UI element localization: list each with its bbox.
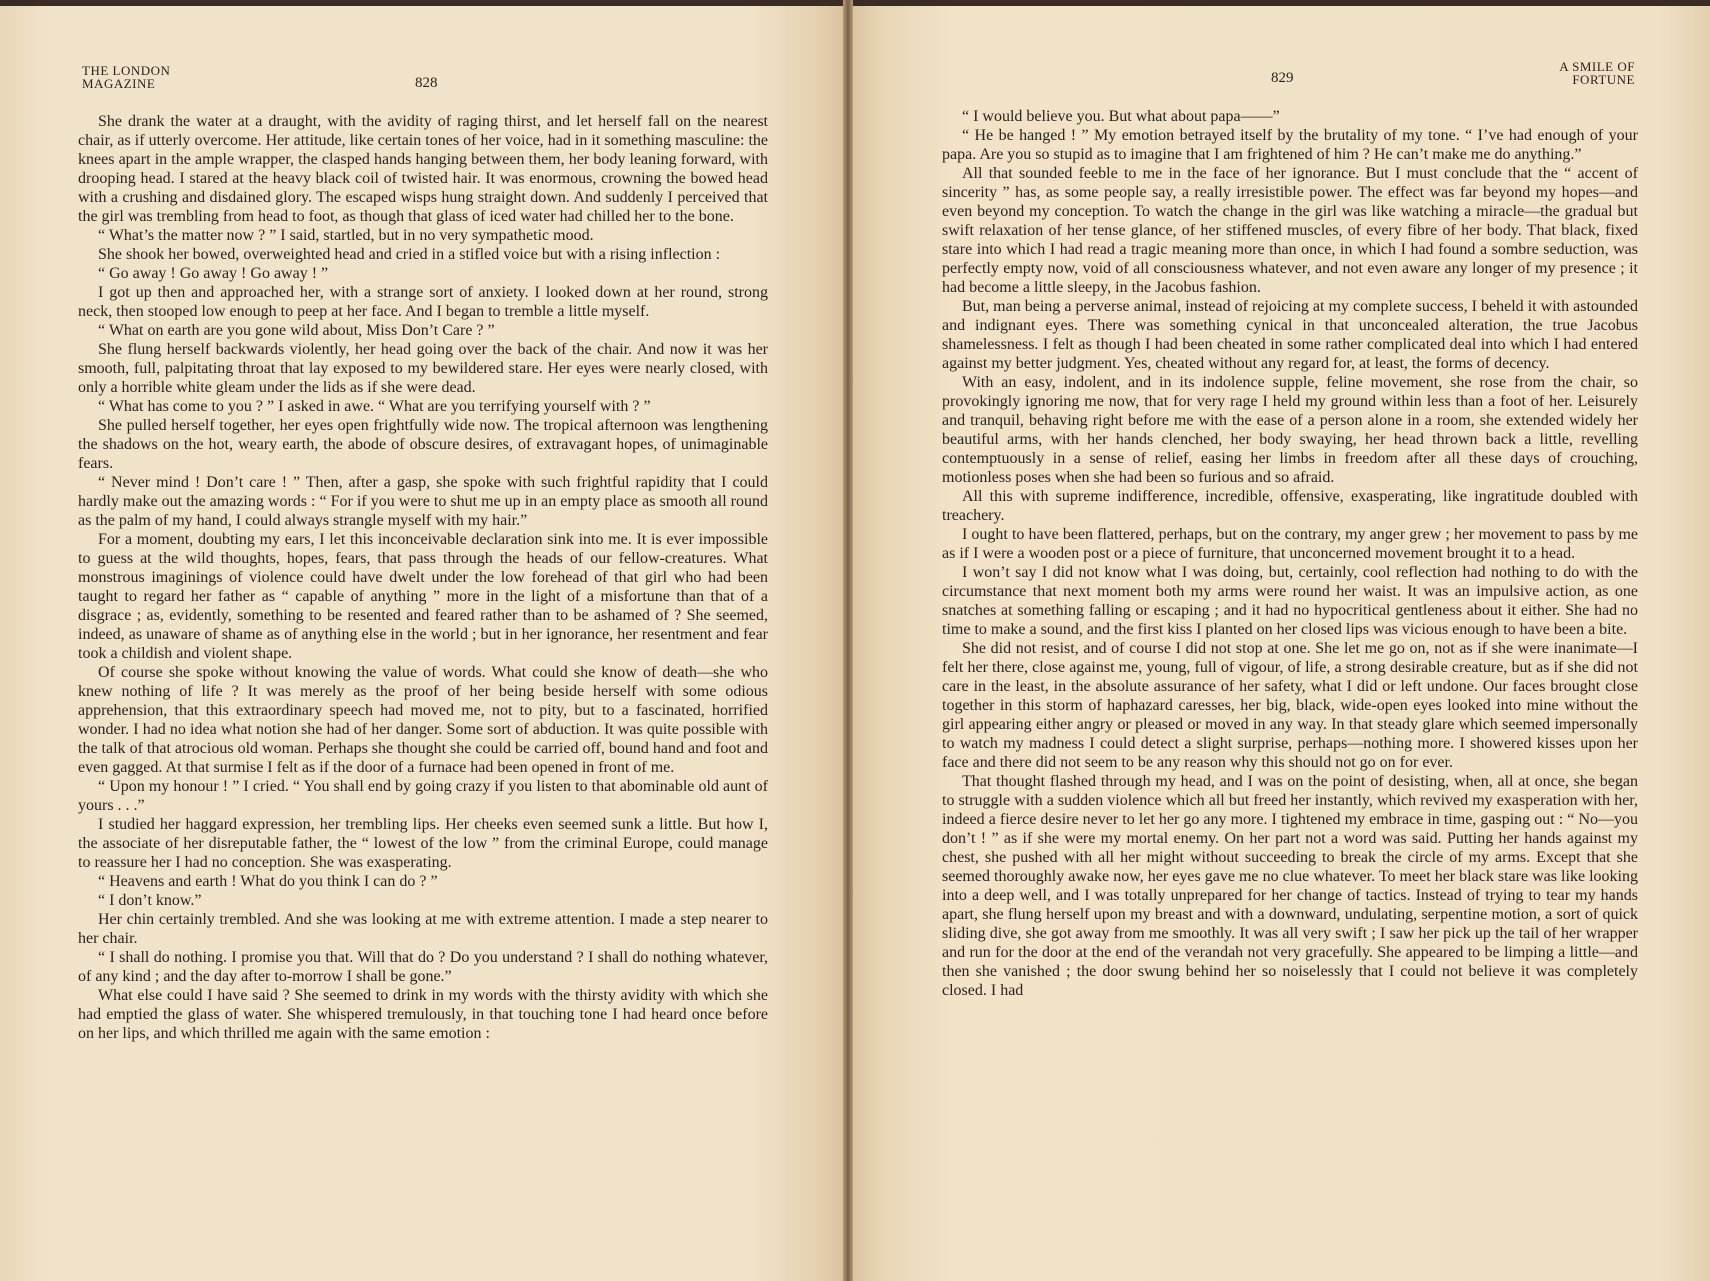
paragraph: She drank the water at a draught, with the avidity of raging thirst, and let herself fall on the nearest chair, as if utterly overcome. Her attitude, like certain tones of her voice, had in it something masculine: the knees apart in the ample wrapper, the clasped hands hanging between them, her body leaning forward, with drooping head. I stared at the heavy black coil of twisted hair. It was enormous, crowning the bowed head with a crushing and disdained glory. The escaped wisps hung straight down. And suddenly I perceived that the girl was trembling from head to foot, as though that glass of iced water had chilled her to the bone.: [78, 113, 768, 225]
book-gutter: [843, 0, 853, 1281]
paragraph: Of course she spoke without knowing the value of words. What could she know of death—she who knew nothing of life ? It was merely as the proof of her being beside herself with some odious apprehension, that this extraordinary speech had moved me, not to pity, but to a fascinated, horrified wonder. I had no idea what notion she had of her danger. Some sort of abduction. It was quite possible with the talk of that atrocious old woman. Perhaps she thought she could be carried off, bound hand and foot and even gagged. At that surmise I felt as if the door of a furnace had been opened in front of me.: [78, 664, 768, 776]
paragraph: Her chin certainly trembled. And she was looking at me with extreme attention. I made a step nearer to her chair.: [78, 911, 768, 947]
paragraph: “ Never mind ! Don’t care ! ” Then, after a gasp, she spoke with such frightful rapidity that I could hardly make out the amazing words : “ For if you were to shut me up in an empty place as smooth all round as the palm of my hand, I could always strangle myself with my hair.”: [78, 474, 768, 529]
running-head-right: [1559, 60, 1635, 86]
paragraph: What else could I have said ? She seemed to drink in my words with the thirsty avidity with which she had emptied the glass of water. She whispered tremulously, in that touching tone I had heard once before on her lips, and which thrilled me again with the same emotion :: [78, 987, 768, 1042]
right-page: [849, 6, 1710, 1281]
paragraph: But, man being a perverse animal, instead of rejoicing at my complete success, I beheld it with astounded and indignant eyes. There was something cynical in that unconcealed alteration, the true Jacobus shamelessness. I felt as though I had been cheated in some rather complicated deal into which I had entered against my better judgment. Yes, cheated without any regard for, at least, the forms of decency.: [942, 298, 1638, 372]
paragraph: “ He be hanged ! ” My emotion betrayed itself by the brutality of my tone. “ I’ve had enough of your papa. Are you so stupid as to imagine that I am frightened of him ? He can’t make me do anything.”: [942, 127, 1638, 163]
paragraph: “ I shall do nothing. I promise you that. Will that do ? Do you understand ? I shall do nothing whatever, of any kind ; and the day after to-morrow I shall be gone.”: [78, 949, 768, 985]
running-head-right-line2: FORTUNE: [1572, 72, 1635, 87]
paragraph: “ Go away ! Go away ! Go away ! ”: [98, 265, 329, 282]
paragraph: “ What on earth are you gone wild about, Miss Don’t Care ? ”: [98, 322, 495, 339]
paragraph: She shook her bowed, overweighted head and cried in a stifled voice but with a rising inflection :: [98, 246, 721, 263]
page-number-left: 828: [415, 75, 438, 91]
running-head-left-line1: THE LONDON: [82, 63, 171, 78]
paragraph: That thought flashed through my head, and I was on the point of desisting, when, all at once, she began to struggle with a sudden violence which all but freed her instantly, which revived my exasperation with her, indeed a fierce desire never to let her go any more. I tightened my embrace in time, gasping out : “ No—you don’t ! ” as if she were my mortal enemy. On her part not a word was said. Putting her hands against my chest, she pushed with all her might without succeeding to break the circle of my arms. Except that she seemed thoroughly awake now, her eyes gave me no clue whatever. To meet her black stare was like looking into a deep well, and I was totally unprepared for her change of tactics. Instead of trying to tear my hands apart, she flung herself upon my breast and with a downward, undulating, serpentine motion, a sort of quick sliding dive, she got away from me smoothly. It was all very swift ; I saw her pick up the tail of her wrapper and run for the door at the end of the verandah not very gracefully. She appeared to be limping a little—and then she vanished ; the door swung behind her so noiselessly that I could not believe it was completely closed. I had: [942, 773, 1638, 999]
running-head-left-line2: MAGAZINE: [82, 76, 156, 91]
paragraph: With an easy, indolent, and in its indolence supple, feline movement, she rose from the chair, so provokingly ignoring me now, that for very rage I held my ground within less than a foot of her. Leisurely and tranquil, behaving right before me with the ease of a person alone in a room, she extended widely her beautiful arms, with her hands clenched, her body swaying, her head thrown back a little, revelling contemptuously in a sense of relief, easing her limbs in freedom after all these days of crouching, motionless poses when she had been so furious and so afraid.: [942, 374, 1638, 486]
paragraph: I got up then and approached her, with a strange sort of anxiety. I looked down at her round, strong neck, then stooped low enough to peep at her face. And I began to tremble a little myself.: [78, 284, 768, 320]
paragraph: For a moment, doubting my ears, I let this inconceivable declaration sink into me. It is ever impossible to guess at the wild thoughts, hopes, fears, that pass through the heads of our fellow-creatures. What monstrous imaginings of violence could have dwelt under the low forehead of that girl who had been taught to regard her father as “ capable of anything ” more in the light of a misfortune than that of a disgrace ; as, evidently, something to be resented and feared rather than to be ashamed of ? She seemed, indeed, as unaware of shame as of anything else in the world ; but in her ignorance, her resentment and fear took a childish and violent shape.: [78, 531, 768, 662]
paragraph: “ Heavens and earth ! What do you think I can do ? ”: [98, 873, 438, 890]
paragraph: All that sounded feeble to me in the face of her ignorance. But I must conclude that the “ accent of sincerity ” has, as some people say, a really irresistible power. The effect was far beyond my hopes—and even beyond my conception. To watch the change in the girl was like watching a miracle—the gradual but swift relaxation of her tense glance, of her stiffened muscles, of every fibre of her body. That black, fixed stare into which I had read a tragic meaning more than once, in which I had found a sombre seduction, was perfectly empty now, void of all consciousness whatever, and not even aware any longer of my presence ; it had become a little sleepy, in the Jacobus fashion.: [942, 165, 1638, 296]
paragraph: “ What has come to you ? ” I asked in awe. “ What are you terrifying yourself with ? ”: [98, 398, 651, 415]
left-page: [0, 6, 847, 1281]
paragraph: All this with supreme indifference, incredible, offensive, exasperating, like ingratitude doubled with treachery.: [942, 488, 1638, 524]
paragraph: She flung herself backwards violently, her head going over the back of the chair. And now it was her smooth, full, palpitating throat that lay exposed to my bewildered stare. Her eyes were nearly closed, with only a horrible white gleam under the lids as if she were dead.: [78, 341, 768, 396]
running-head-left: [82, 64, 170, 90]
paragraph: “ I don’t know.”: [98, 892, 202, 909]
paragraph: I won’t say I did not know what I was doing, but, certainly, cool reflection had nothing to do with the circumstance that next moment both my arms were round her waist. It was an impulsive action, as one snatches at something falling or escaping ; and it had no hypocritical gentleness about it either. She had no time to make a sound, and the first kiss I planted on her closed lips was vicious enough to have been a bite.: [942, 564, 1638, 638]
right-page-body: [942, 107, 1638, 1000]
paragraph: She pulled herself together, her eyes open frightfully wide now. The tropical afternoon was lengthening the shadows on the hot, weary earth, the abode of obscure desires, of extravagant hopes, of unimaginable fears.: [78, 417, 768, 472]
paragraph: I ought to have been flattered, perhaps, but on the contrary, my anger grew ; her movement to pass by me as if I were a wooden post or a piece of furniture, that unconcerned movement brought it to a head.: [942, 526, 1638, 562]
running-head-right-line1: A SMILE OF: [1559, 59, 1635, 74]
left-page-body: [78, 112, 768, 1043]
paragraph: “ I would believe you. But what about papa——”: [962, 108, 1280, 125]
paragraph: “ What’s the matter now ? ” I said, startled, but in no very sympathetic mood.: [98, 227, 594, 244]
page-number-right: 829: [1271, 70, 1294, 86]
paragraph: I studied her haggard expression, her trembling lips. Her cheeks even seemed sunk a little. But how I, the associate of her disreputable father, the “ lowest of the low ” from the criminal Europe, could manage to reassure her I had no conception. She was exasperating.: [78, 816, 768, 871]
paragraph: She did not resist, and of course I did not stop at one. She let me go on, not as if she were inanimate—I felt her there, close against me, young, full of vigour, of life, a strong desirable creature, but as if she did not care in the least, in the absolute assurance of her safety, what I did or left undone. Our faces brought close together in this storm of haphazard caresses, her big, black, wide-open eyes looked into mine without the girl appearing either angry or pleased or moved in any way. In that steady glare which seemed impersonally to watch my madness I could detect a slight surprise, perhaps—nothing more. I showered kisses upon her face and there did not seem to be any reason why this should not go on for ever.: [942, 640, 1638, 771]
paragraph: “ Upon my honour ! ” I cried. “ You shall end by going crazy if you listen to that abominable old aunt of yours . . .”: [78, 778, 768, 814]
